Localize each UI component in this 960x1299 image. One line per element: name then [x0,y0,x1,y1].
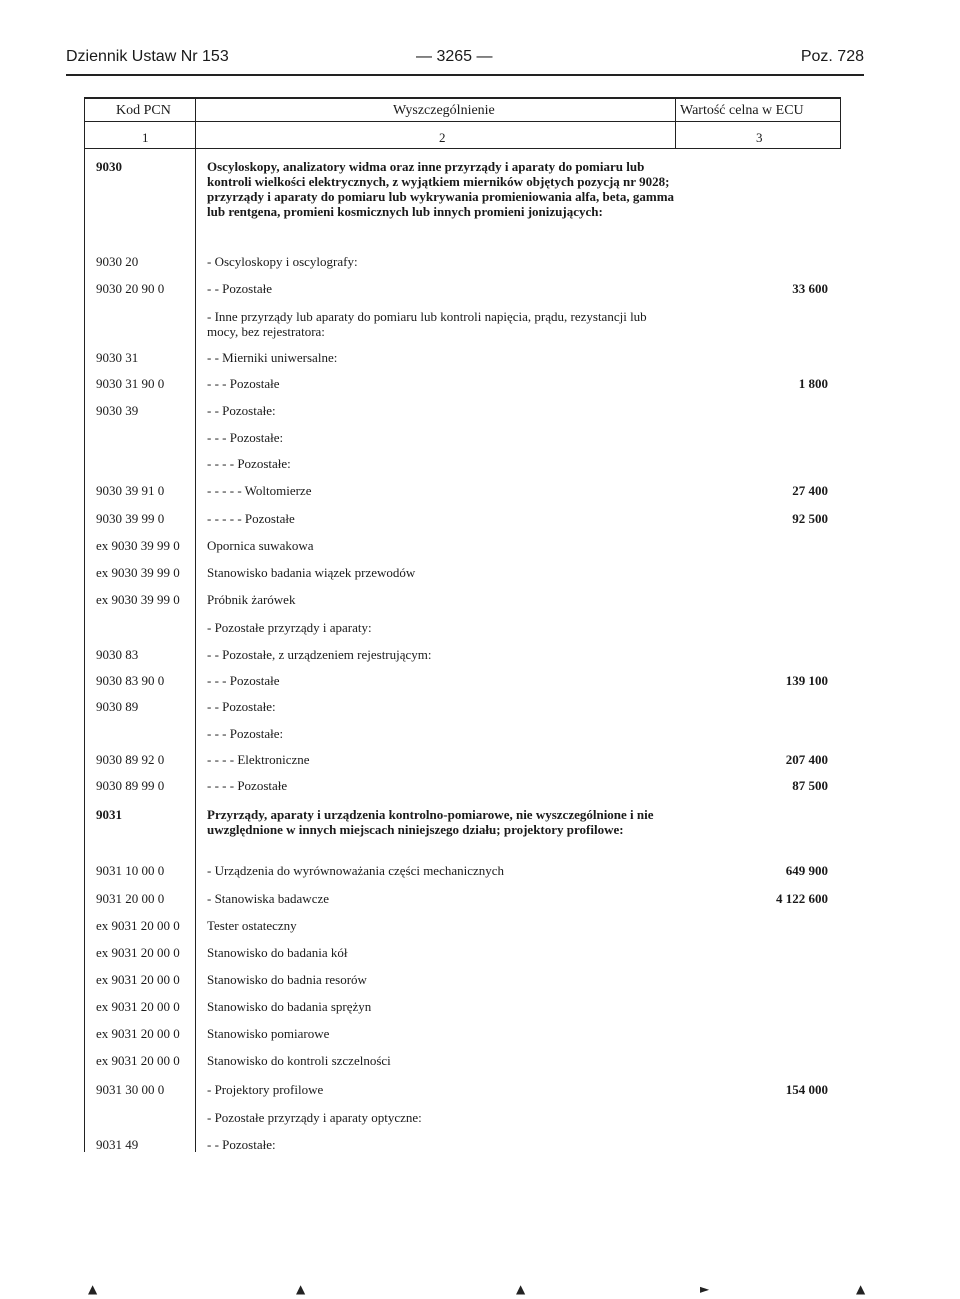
pcn-code: 9030 89 99 0 [96,778,165,793]
description: - - - Pozostałe [207,673,280,688]
page-number: — 3265 — [416,48,493,65]
description: Oscyloskopy, analizatory widma oraz inne przyrządy i aparaty do pomiaru lub kontroli wielkości elektrycznych, z wyjątkiem mierników objętych pozycją nr 9028; przyrządy i aparaty do pomiaru lub wykrywania promieniowania alfa, beta, gamma lub rentgena, promieni kosmicznych lub innych promieni jonizujących: [207,159,675,219]
description: - - - Pozostałe: [207,726,284,741]
description: - - Pozostałe: [207,1137,276,1152]
description: Przyrządy, aparaty i urządzenia kontrolno-pomiarowe, nie wyszczególnione i nie uwzględnione w innych miejscach niniejszego działu; projektory profilowe: [207,807,654,837]
pcn-code: 9030 83 [96,647,139,662]
pcn-code: 9031 49 [96,1137,139,1152]
description: Stanowisko do badania kół [207,945,348,960]
customs-value: 649 900 [785,863,828,878]
description: - Urządzenia do wyrównoważania części mechanicznych [207,863,505,878]
pcn-code: 9030 39 91 0 [96,483,165,498]
pcn-code: ex 9031 20 00 0 [96,945,180,960]
pcn-code: ex 9031 20 00 0 [96,972,180,987]
description: Stanowisko do badania sprężyn [207,999,372,1014]
pcn-code: 9031 30 00 0 [96,1082,165,1097]
col-header-code: Kod PCN [116,103,171,118]
description: - - - - Pozostałe [207,778,288,793]
journal-title: Dziennik Ustaw Nr 153 [66,48,229,65]
pcn-code: ex 9031 20 00 0 [96,918,180,933]
position-number: Poz. 728 [800,48,864,65]
registration-mark: ▲ [88,1282,98,1296]
description: - Projektory profilowe [207,1082,324,1097]
customs-value: 92 500 [792,511,828,526]
pcn-code: 9030 39 99 0 [96,511,165,526]
pcn-code: ex 9031 20 00 0 [96,999,180,1014]
description: Stanowisko do kontroli szczelności [207,1053,391,1068]
registration-mark: ▲ [856,1282,866,1296]
col-header-value: Wartość celna w ECU [680,103,804,118]
registration-mark: ► [700,1282,710,1296]
pcn-code: ex 9031 20 00 0 [96,1053,180,1068]
col-header-description: Wyszczególnienie [393,103,495,118]
description: - - - Pozostałe: [207,430,284,445]
description: - - Pozostałe: [207,403,276,418]
customs-value: 27 400 [792,483,828,498]
customs-value: 33 600 [792,281,828,296]
customs-value: 4 122 600 [776,891,828,906]
description: - Stanowiska badawcze [207,891,330,906]
description: - - - - - Pozostałe [207,511,295,526]
description: Próbnik żarówek [207,592,296,607]
pcn-code: 9030 31 90 0 [96,376,165,391]
customs-value: 87 500 [792,778,828,793]
description: Stanowisko do badnia resorów [207,972,367,987]
pcn-code: 9030 [96,159,122,174]
pcn-code: ex 9030 39 99 0 [96,538,180,553]
description: - - Pozostałe [207,281,272,296]
col-number-1: 1 [142,130,149,145]
col-number-2: 2 [439,130,446,145]
pcn-code: 9031 [96,807,122,822]
pcn-code: 9030 20 90 0 [96,281,165,296]
pcn-code: ex 9030 39 99 0 [96,565,180,580]
pcn-code: 9031 10 00 0 [96,863,165,878]
col-number-3: 3 [756,130,763,145]
description: - - Mierniki uniwersalne: [207,350,338,365]
pcn-code: 9030 83 90 0 [96,673,165,688]
pcn-code: ex 9031 20 00 0 [96,1026,180,1041]
description: Stanowisko pomiarowe [207,1026,330,1041]
pcn-code: 9030 20 [96,254,139,269]
description: Tester ostateczny [207,918,297,933]
description: - - - - Pozostałe: [207,456,291,471]
customs-value: 1 800 [798,376,828,391]
pcn-code: ex 9030 39 99 0 [96,592,180,607]
description: Opornica suwakowa [207,538,314,553]
pcn-code: 9031 20 00 0 [96,891,165,906]
registration-mark: ▲ [296,1282,306,1296]
description: - Inne przyrządy lub aparaty do pomiaru lub kontroli napięcia, prądu, rezystancji lub mocy, bez rejestratora: [207,309,647,339]
customs-value: 154 000 [785,1082,828,1097]
description: - - - - - Woltomierze [207,483,312,498]
pcn-code: 9030 31 [96,350,139,365]
pcn-code: 9030 39 [96,403,139,418]
description: Stanowisko badania wiązek przewodów [207,565,416,580]
description: - Pozostałe przyrządy i aparaty: [207,620,372,635]
description: - - Pozostałe, z urządzeniem rejestrującym: [207,647,432,662]
pcn-code: 9030 89 92 0 [96,752,165,767]
customs-value: 207 400 [785,752,828,767]
registration-mark: ▲ [516,1282,526,1296]
description: - Oscyloskopy i oscylografy: [207,254,358,269]
description: - - Pozostałe: [207,699,276,714]
customs-value: 139 100 [785,673,828,688]
description: - Pozostałe przyrządy i aparaty optyczne: [207,1110,422,1125]
pcn-code: 9030 89 [96,699,139,714]
description: - - - Pozostałe [207,376,280,391]
description: - - - - Elektroniczne [207,752,310,767]
